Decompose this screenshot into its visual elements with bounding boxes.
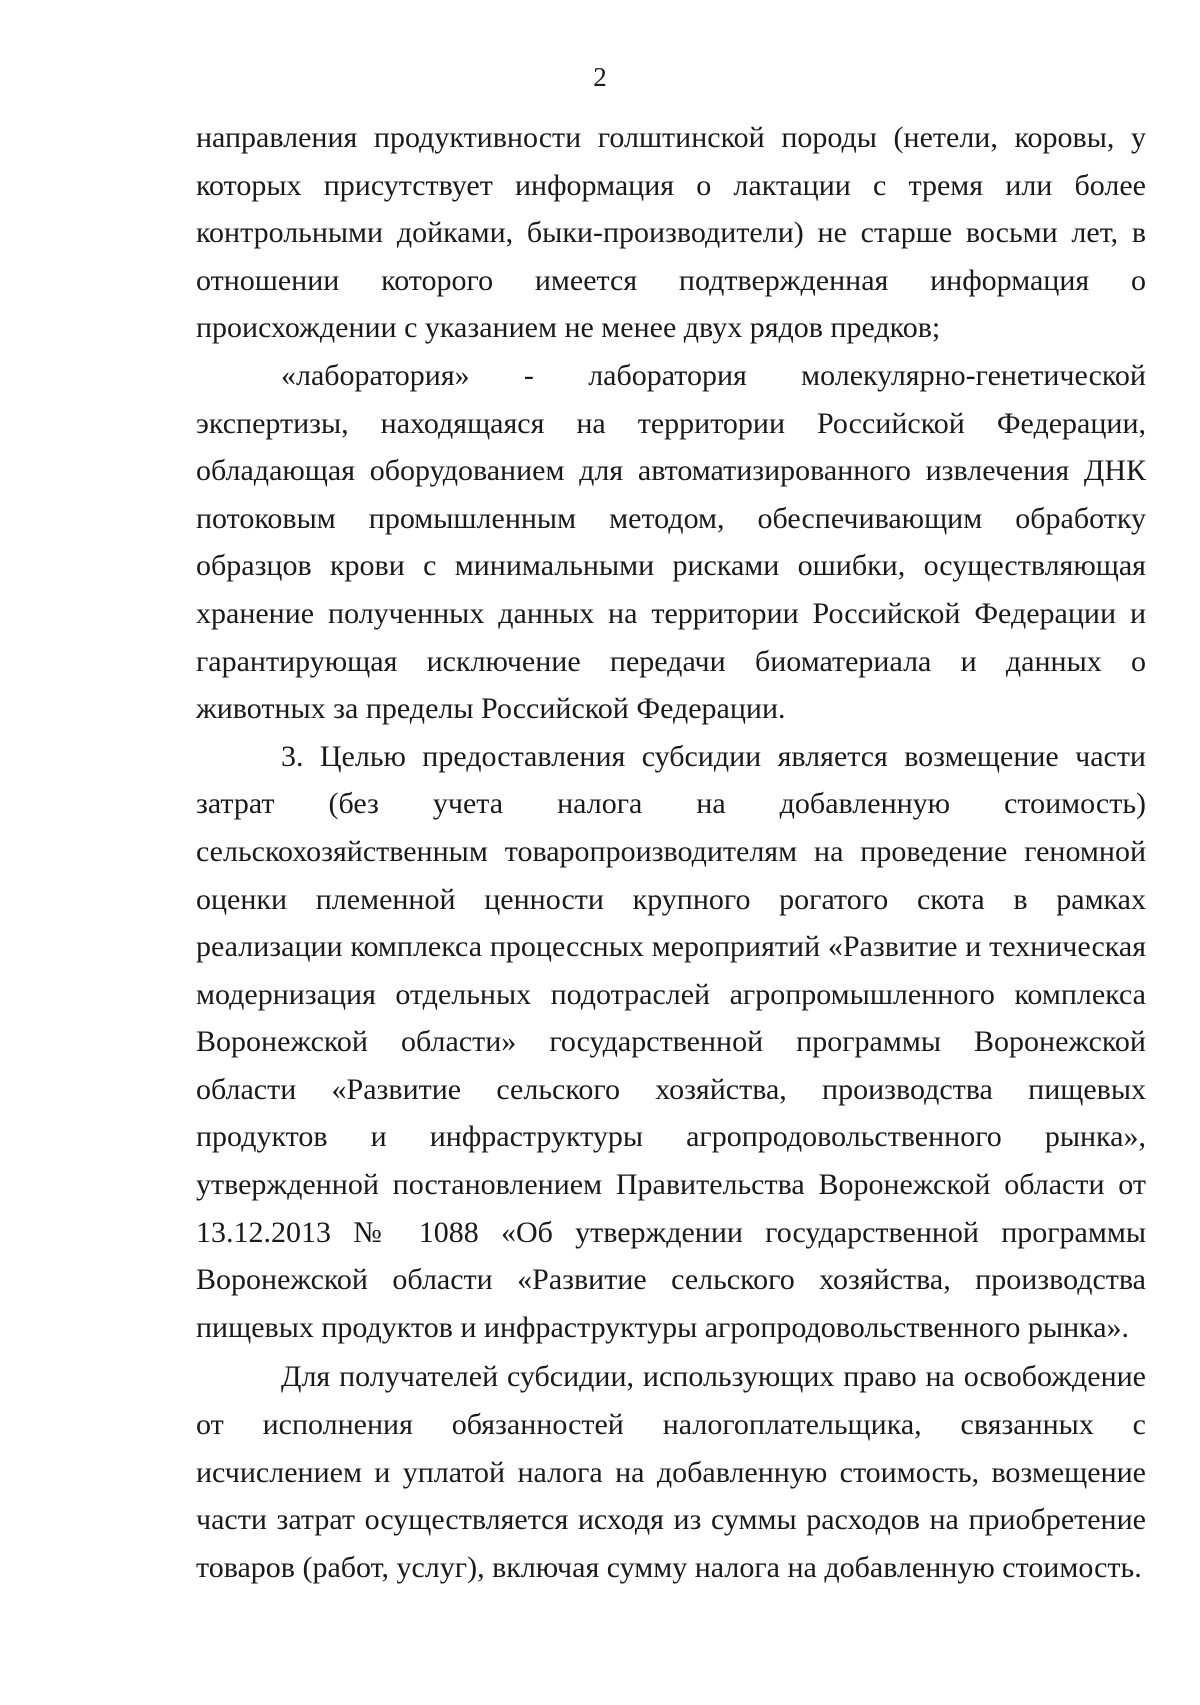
paragraph-clause-3: 3. Целью предоставления субсидии является возмещение части затрат (без учета налога на добавленную стоимость) сельскохозяйственным товаропроизводителям на проведение геномной оценки племенной ценности крупного рогатого скота в рамках реализации комплекса процессных мероприятий «Развитие и техническая модернизация отдельных подотраслей агропромышленного комплекса Воронежской области» государственной программы Воронежской области «Развитие сельского хозяйства, производства пищевых продуктов и инфраструктуры агропродовольственного рынка», утвержденной постановлением Правительства Воронежской области от 13.12.2013 № 1088 «Об утверждении государственной программы Воронежской области «Развитие сельского хозяйства, производства пищевых продуктов и инфраструктуры агропродовольственного рынка». [196, 739, 1146, 1344]
paragraph-laboratory-definition: «лаборатория» - лаборатория молекулярно-генетической экспертизы, находящаяся на территории Российской Федерации, обладающая оборудованием для автоматизированного извлечения ДНК потоковым промышленным методом, обеспечивающим обработку образцов крови с минимальными рисками ошибки, осуществляющая хранение полученных данных на территории Российской Федерации и гарантирующая исключение передачи биоматериала и данных о животных за пределы Российской Федерации. [196, 358, 1146, 726]
paragraph-vat-exemption: Для получателей субсидии, использующих право на освобождение от исполнения обязанностей налогоплательщика, связанных с исчислением и уплатой налога на добавленную стоимость, возмещение части затрат осуществляется исходя из суммы расходов на приобретение товаров (работ, услуг), включая сумму налога на добавленную стоимость. [196, 1360, 1146, 1584]
document-body [196, 114, 1146, 1591]
page-number: 2 [593, 62, 607, 92]
paragraph-animal-definition: направления продуктивности голштинской породы (нетели, коровы, у которых присутствует информация о лактации с тремя или более контрольными дойками, быки-производители) не старше восьми лет, в отношении которого имеется подтвержденная информация о происхождении с указанием не менее двух рядов предков; [196, 121, 1146, 345]
